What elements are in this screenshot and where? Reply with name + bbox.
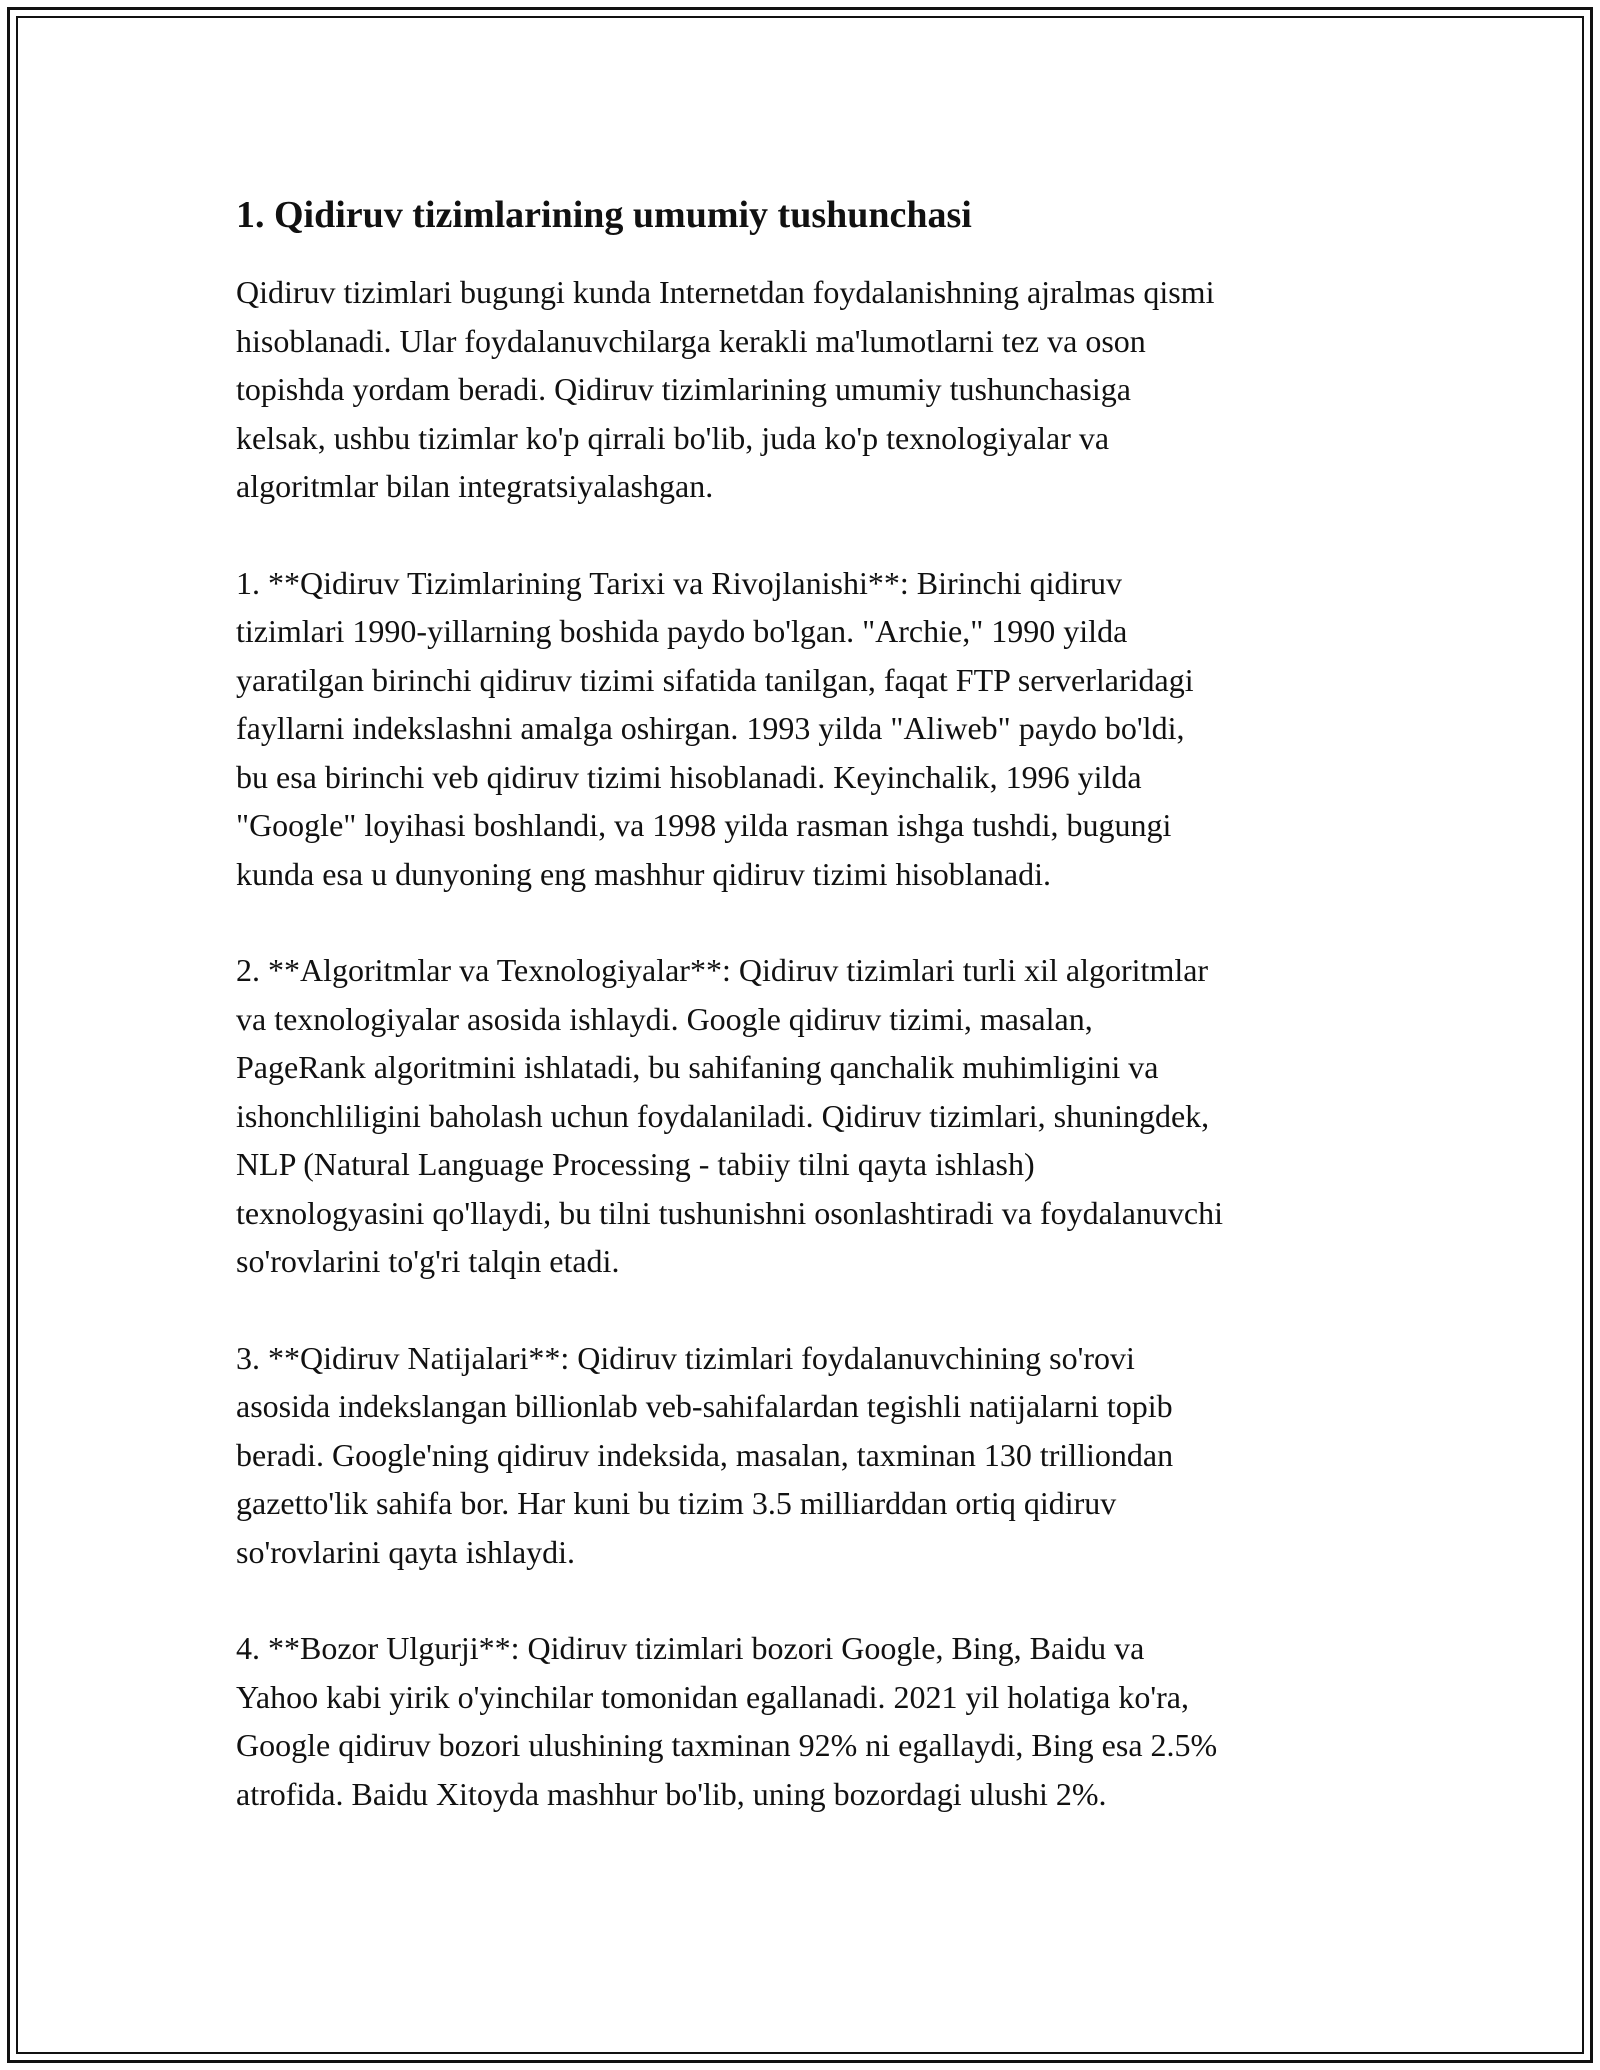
document-title: 1. Qidiruv tizimlarining umumiy tushunchasi [236,194,972,236]
algorithms-paragraph: 2. **Algoritmlar va Texnologiyalar**: Qidiruv tizimlari turli xil algoritmlar va texnologiyalar asosida ishlaydi. Google qidiruv tizimi, masalan, PageRank algoritmini ishlatadi, bu sahifaning qanchalik muhimligini va ishonchliligini baholash uchun foydalaniladi. Qidiruv tizimlari, shuningdek, NLP (Natural Language Processing - tabiiy tilni qayta ishlash) texnologyasini qo'llaydi, bu tilni tushunishni osonlashtiradi va foydalanuvchi so'rovlarini to'g'ri talqin etadi. [236,952,1223,1279]
results-paragraph: 3. **Qidiruv Natijalari**: Qidiruv tizimlari foydalanuvchining so'rovi asosida indekslangan billionlab veb-sahifalardan tegishli natijalarni topib beradi. Google'ning qidiruv indeksida, masalan, taxminan 130 trilliondan gazetto'lik sahifa bor. Har kuni bu tizim 3.5 milliarddan ortiq qidiruv so'rovlarini qayta ishlaydi. [236,1339,1174,1570]
market-paragraph: 4. **Bozor Ulgurji**: Qidiruv tizimlari bozori Google, Bing, Baidu va Yahoo kabi yirik o'yinchilar tomonidan egallanadi. 2021 yil holatiga ko'ra, Google qidiruv bozori ulushining taxminan 92% ni egallaydi, Bing esa 2.5% atrofida. Baidu Xitoyda mashhur bo'lib, uning bozordagi ulushi 2%. [236,1630,1218,1812]
intro-paragraph: Qidiruv tizimlari bugungi kunda Internetdan foydalanishning ajralmas qismi hisoblanadi. Ular foydalanuvchilarga kerakli ma'lumotlarni tez va oson topishda yordam beradi. Qidiruv tizimlarining umumiy tushunchasiga kelsak, ushbu tizimlar ko'p qirrali bo'lib, juda ko'p texnologiyalar va algoritmlar bilan integratsiyalashgan. [236,274,1215,504]
history-paragraph: 1. **Qidiruv Tizimlarining Tarixi va Rivojlanishi**: Birinchi qidiruv tizimlari 1990-yillarning boshida paydo bo'lgan. "Archie," 1990 yilda yaratilgan birinchi qidiruv tizimi sifatida tanilgan, faqat FTP serverlaridagi fayllarni indekslashni amalga oshirgan. 1993 yilda "Aliweb" paydo bo'ldi, bu esa birinchi veb qidiruv tizimi hisoblanadi. Keyinchalik, 1996 yilda "Google" loyihasi boshlandi, va 1998 yilda rasman ishga tushdi, bugungi kunda esa u dunyoning eng mashhur qidiruv tizimi hisoblanadi. [236,564,1194,892]
document-body [236,190,1416,1866]
